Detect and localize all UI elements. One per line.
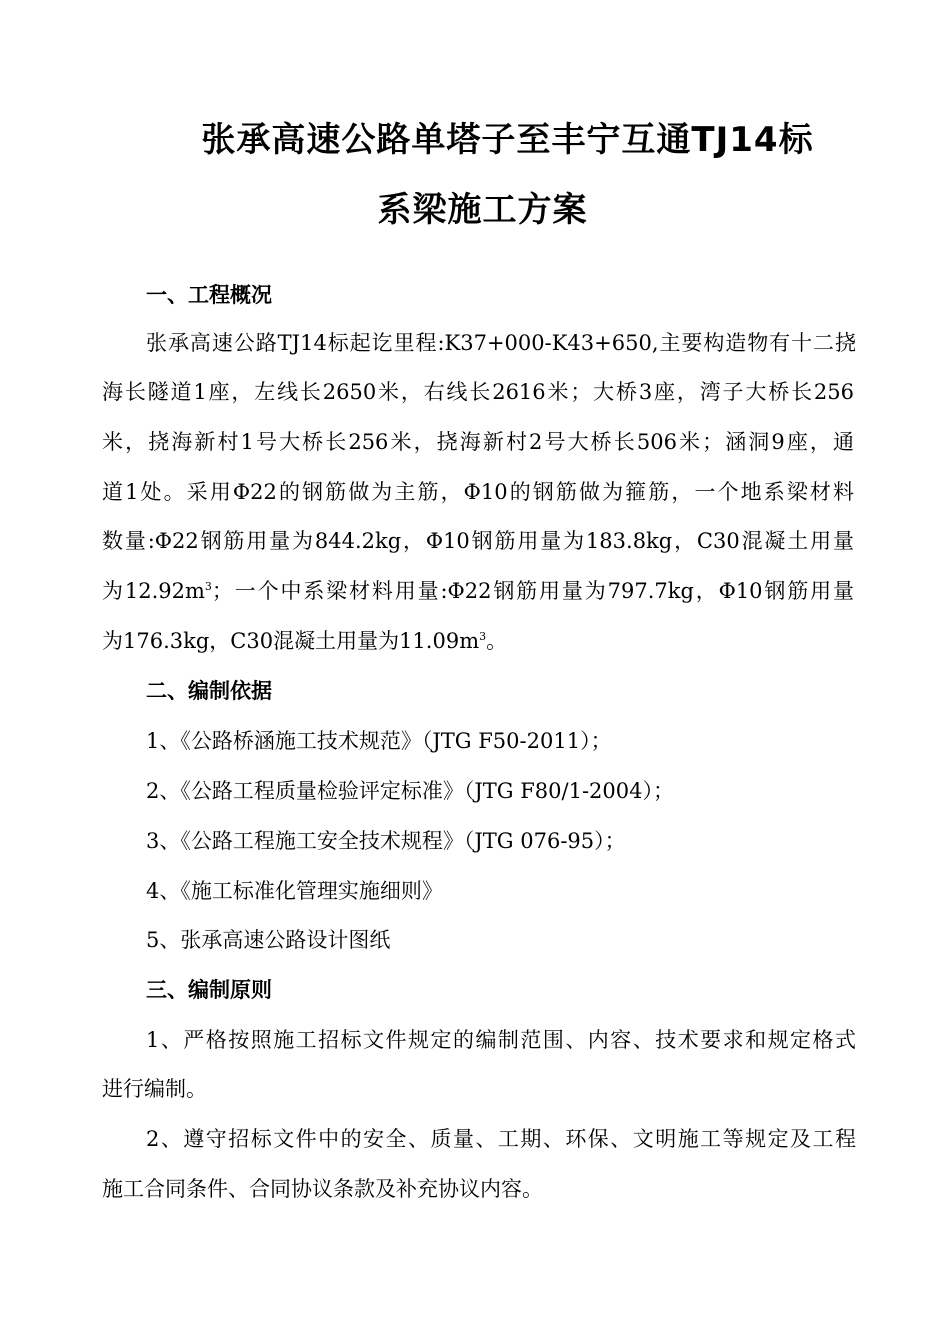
section1-paragraph-line: [102, 576, 854, 606]
reference-item: 2、《公路工程质量检验评定标准》（JTG F80/1-2004）；: [146, 779, 675, 803]
reference-item: 1、《公路桥涵施工技术规范》（JTG F50-2011）；: [146, 729, 612, 753]
reference-item: 4、《施工标准化管理实施细则》: [146, 879, 443, 903]
section3-paragraph-line: 施工合同条件、合同协议条款及补充协议内容。: [102, 1177, 543, 1201]
section1-paragraph-line: 道1处。采用Φ22的钢筋做为主筋，Φ10的钢筋做为箍筋，一个地系梁材料: [102, 480, 854, 504]
section3-paragraph-line: 进行编制。: [102, 1077, 207, 1101]
superscript: 3: [204, 580, 212, 593]
section1-paragraph-line: 数量:Φ22钢筋用量为844.2kg，Φ10钢筋用量为183.8kg，C30混凝土用量: [102, 529, 854, 553]
section2-heading: 二、编制依据: [146, 679, 272, 703]
document-title-line1: 张承高速公路单塔子至丰宁互通TJ14标: [201, 120, 814, 160]
section1-heading: 一、工程概况: [146, 283, 272, 307]
section1-paragraph-line: 米，挠海新村1号大桥长256米，挠海新村2号大桥长506米；涵洞9座，通: [102, 430, 854, 454]
reference-item: 3、《公路工程施工安全技术规程》（JTG 076-95）；: [146, 829, 626, 853]
text-run: ；一个中系梁材料用量:Φ22钢筋用量为797.7kg，Φ10钢筋用量: [211, 579, 854, 603]
section3-paragraph-line: 2、遵守招标文件中的安全、质量、工期、环保、文明施工等规定及工程: [146, 1127, 856, 1151]
section3-heading: 三、编制原则: [146, 978, 272, 1002]
section1-paragraph-line: 张承高速公路TJ14标起讫里程:K37+000-K43+650,主要构造物有十二挠: [146, 331, 856, 355]
superscript: 3: [479, 630, 487, 643]
section3-paragraph-line: 1、严格按照施工招标文件规定的编制范围、内容、技术要求和规定格式: [146, 1028, 856, 1052]
text-run: 。: [486, 629, 508, 653]
reference-item: 5、张承高速公路设计图纸: [146, 928, 391, 952]
text-run: 为12.92m: [102, 579, 205, 603]
text-run: 为176.3kg，C30混凝土用量为11.09m: [102, 629, 480, 653]
section1-paragraph-line: 海长隧道1座，左线长2650米，右线长2616米；大桥3座，湾子大桥长256: [102, 380, 854, 404]
document-title-line2: 系梁施工方案: [377, 190, 588, 230]
section1-paragraph-line: [102, 626, 854, 656]
